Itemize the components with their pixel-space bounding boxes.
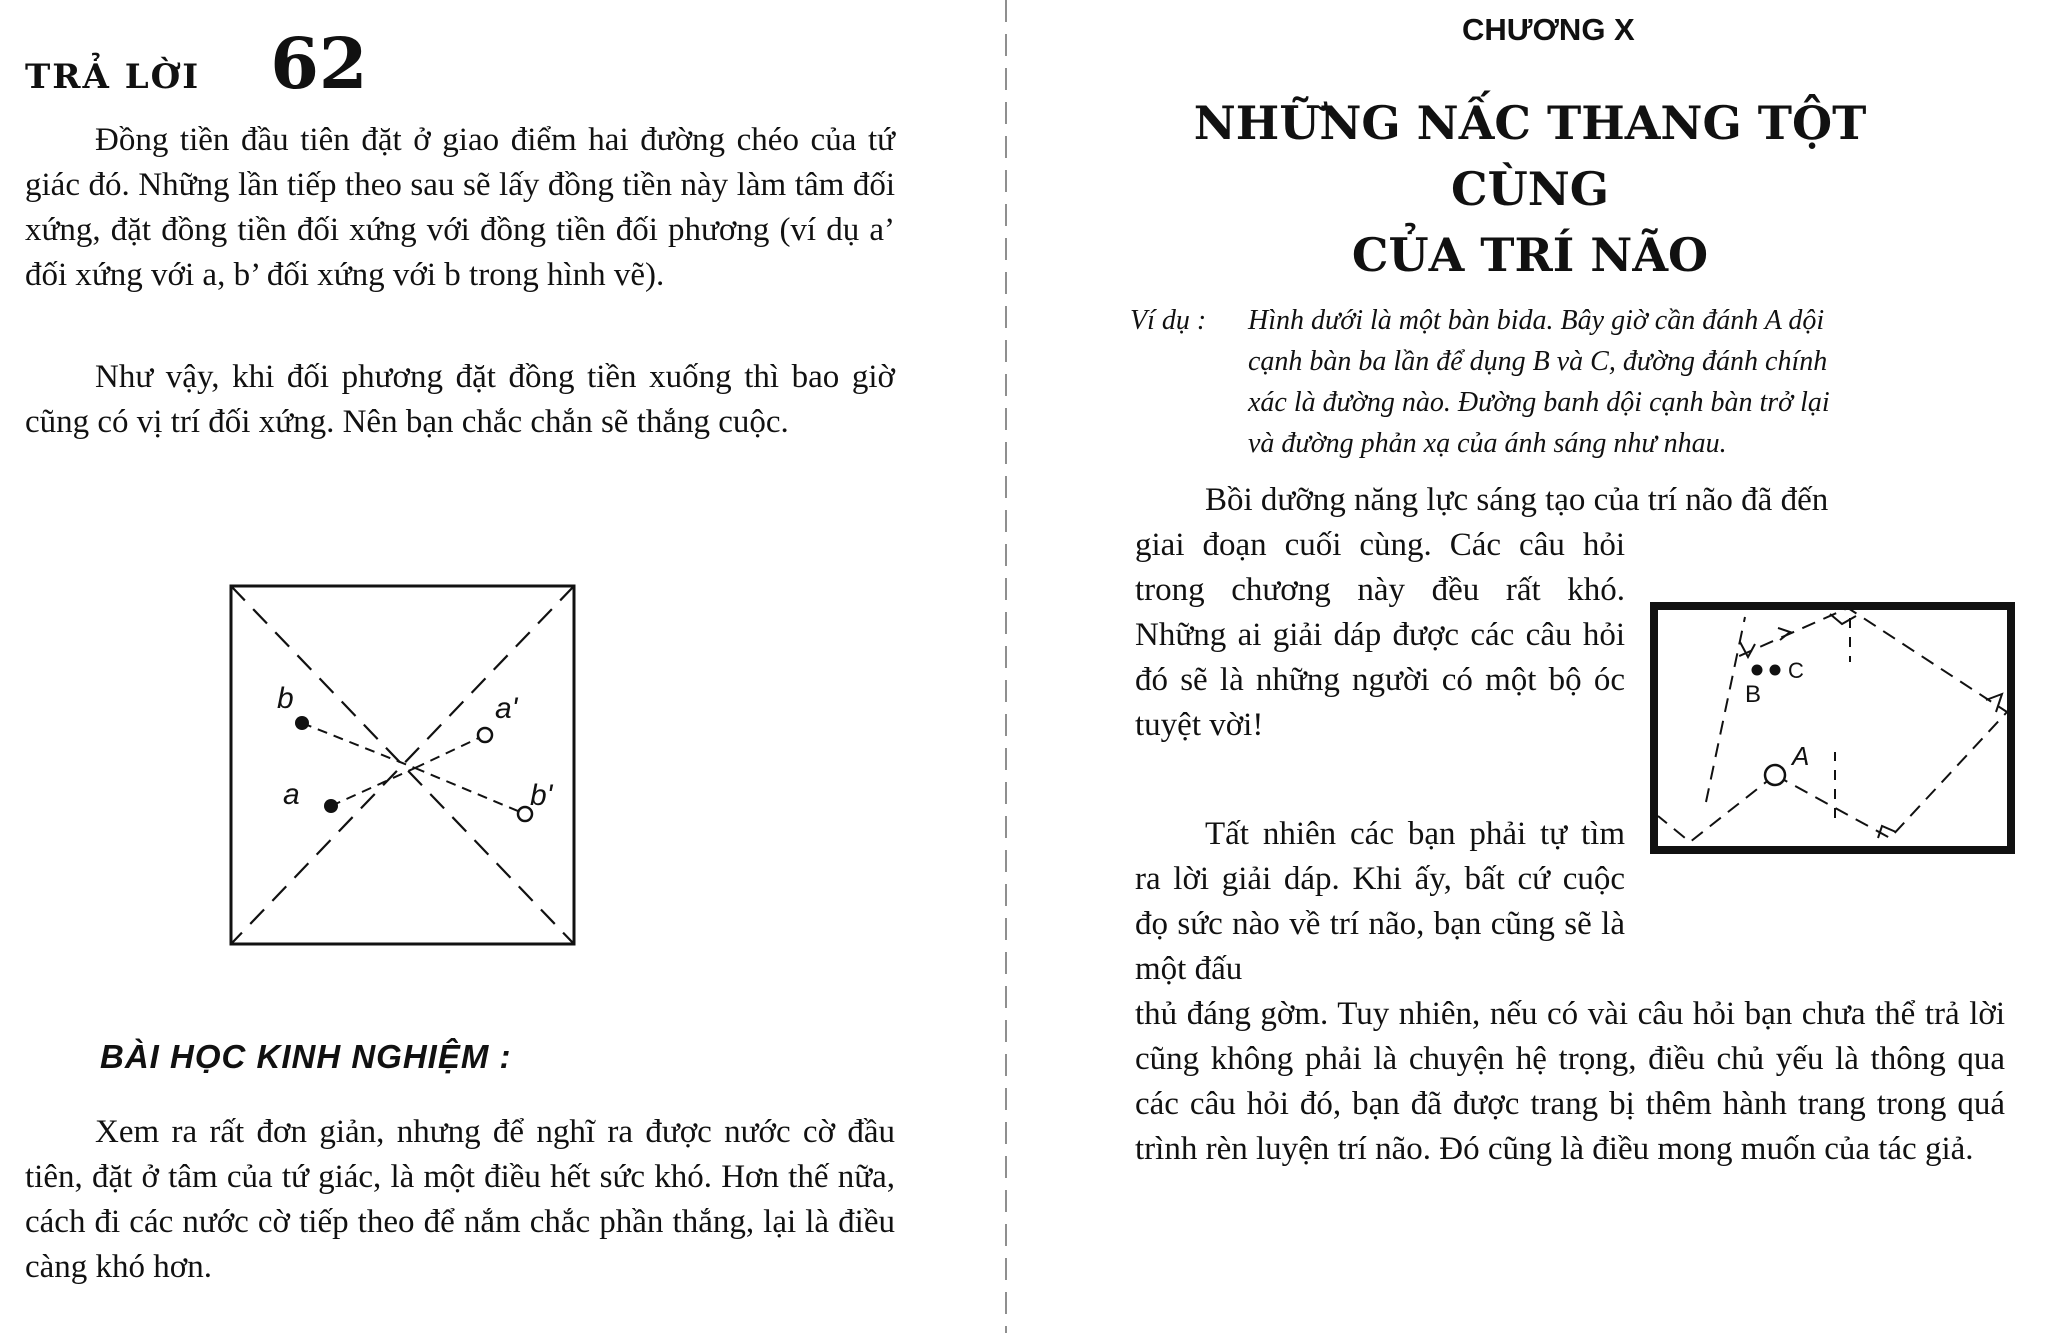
lesson-heading: BÀI HỌC KINH NGHIỆM : [100,1038,512,1075]
chapter-label: CHƯƠNG X [1462,12,1635,47]
example-label: Ví dụ : [1130,305,1207,336]
label-C: C [1788,658,1804,683]
answer-heading [25,22,368,105]
answer-label: TRẢ LỜI [25,57,201,97]
lesson-paragraph: Xem ra rất đơn giản, nhưng để nghĩ ra được nước cờ đầu tiên, đặt ở tâm của tứ giác, là một điều hết sức khó. Hơn thế nữa, cách đi các nước cờ tiếp theo để nắm chắc phần thắng, lại là điều càng khó hơn. [25,1114,895,1285]
example-block [1130,300,2010,464]
coin-a-prime [478,728,492,742]
example-line-2: cạnh bàn ba lần để dụng B và C, đường đánh chính [1248,346,1828,377]
chapter-title-line-1: NHỮNG NẤC THANG TỘT CÙNG [1193,96,1867,216]
table-outline [1654,606,2011,850]
ball-A [1765,765,1785,785]
intro-line-1: Bồi dưỡng năng lực sáng tạo của trí não đã đến [1205,482,1829,518]
label-a: a [283,778,300,811]
label-a-prime: a' [495,692,518,725]
closing-wide: thủ đáng gờm. Tuy nhiên, nếu có vài câu hỏi bạn chưa thể trả lời cũng không phải là chuyện hệ trọng, điều chủ yếu là thông qua các câu hỏi đó, bạn đã được trang bị thêm hành trang trong quá trình rèn luyện trí não. Đó cũng là điều mong muốn của tác giả. [1135,996,2005,1167]
ball-B [1752,665,1763,676]
example-line-1: Hình dưới là một bàn bida. Bây giờ cần đánh A dội [1248,305,1825,336]
answer-paragraph-2: Như vậy, khi đối phương đặt đồng tiền xuống thì bao giờ cũng có vị trí đối xứng. Nên bạn chắc chắn sẽ thắng cuộc. [25,359,895,440]
left-page [0,0,1000,1333]
answer-paragraph-1: Đồng tiền đầu tiên đặt ở giao điểm hai đường chéo của tứ giác đó. Những lần tiếp theo sau sẽ lấy đồng tiền này làm tâm đối xứng, đặt đồng tiền đối xứng với đồng tiền đối phương (ví dụ a’ đối xứng với a, b’ đối xứng với b trong hình vẽ). [25,122,895,293]
label-B: B [1745,681,1762,708]
billiard-table-figure [1650,602,2015,854]
intro-rest: giai đoạn cuối cùng. Các câu hỏi trong chương này đều rất khó. Những ai giải dáp được các câu hỏi đó sẽ là những người có một bộ óc tuyệt vời! [1135,527,1625,743]
right-page [1000,0,2048,1333]
answer-number: 62 [270,22,368,105]
label-b: b [277,682,294,715]
ball-C [1770,665,1781,676]
symmetry-board-figure [225,580,580,950]
label-A: A [1792,741,1810,771]
chapter-title [1150,90,1910,288]
chapter-title-line-2: CỦA TRÍ NÃO [1351,228,1709,282]
example-line-3: xác là đường nào. Đường banh dội cạnh bàn trở lại [1248,387,1830,418]
example-line-4: và đường phản xạ của ánh sáng như nhau. [1248,428,1727,459]
closing-paragraph [1135,812,2005,1172]
coin-b [295,716,309,730]
coin-a [324,799,338,813]
label-b-prime: b' [530,779,553,812]
closing-narrow: Tất nhiên các bạn phải tự tìm ra lời giải dáp. Khi ấy, bất cứ cuộc đọ sức nào về trí não, bạn cũng sẽ là một đấu [1135,816,1625,987]
